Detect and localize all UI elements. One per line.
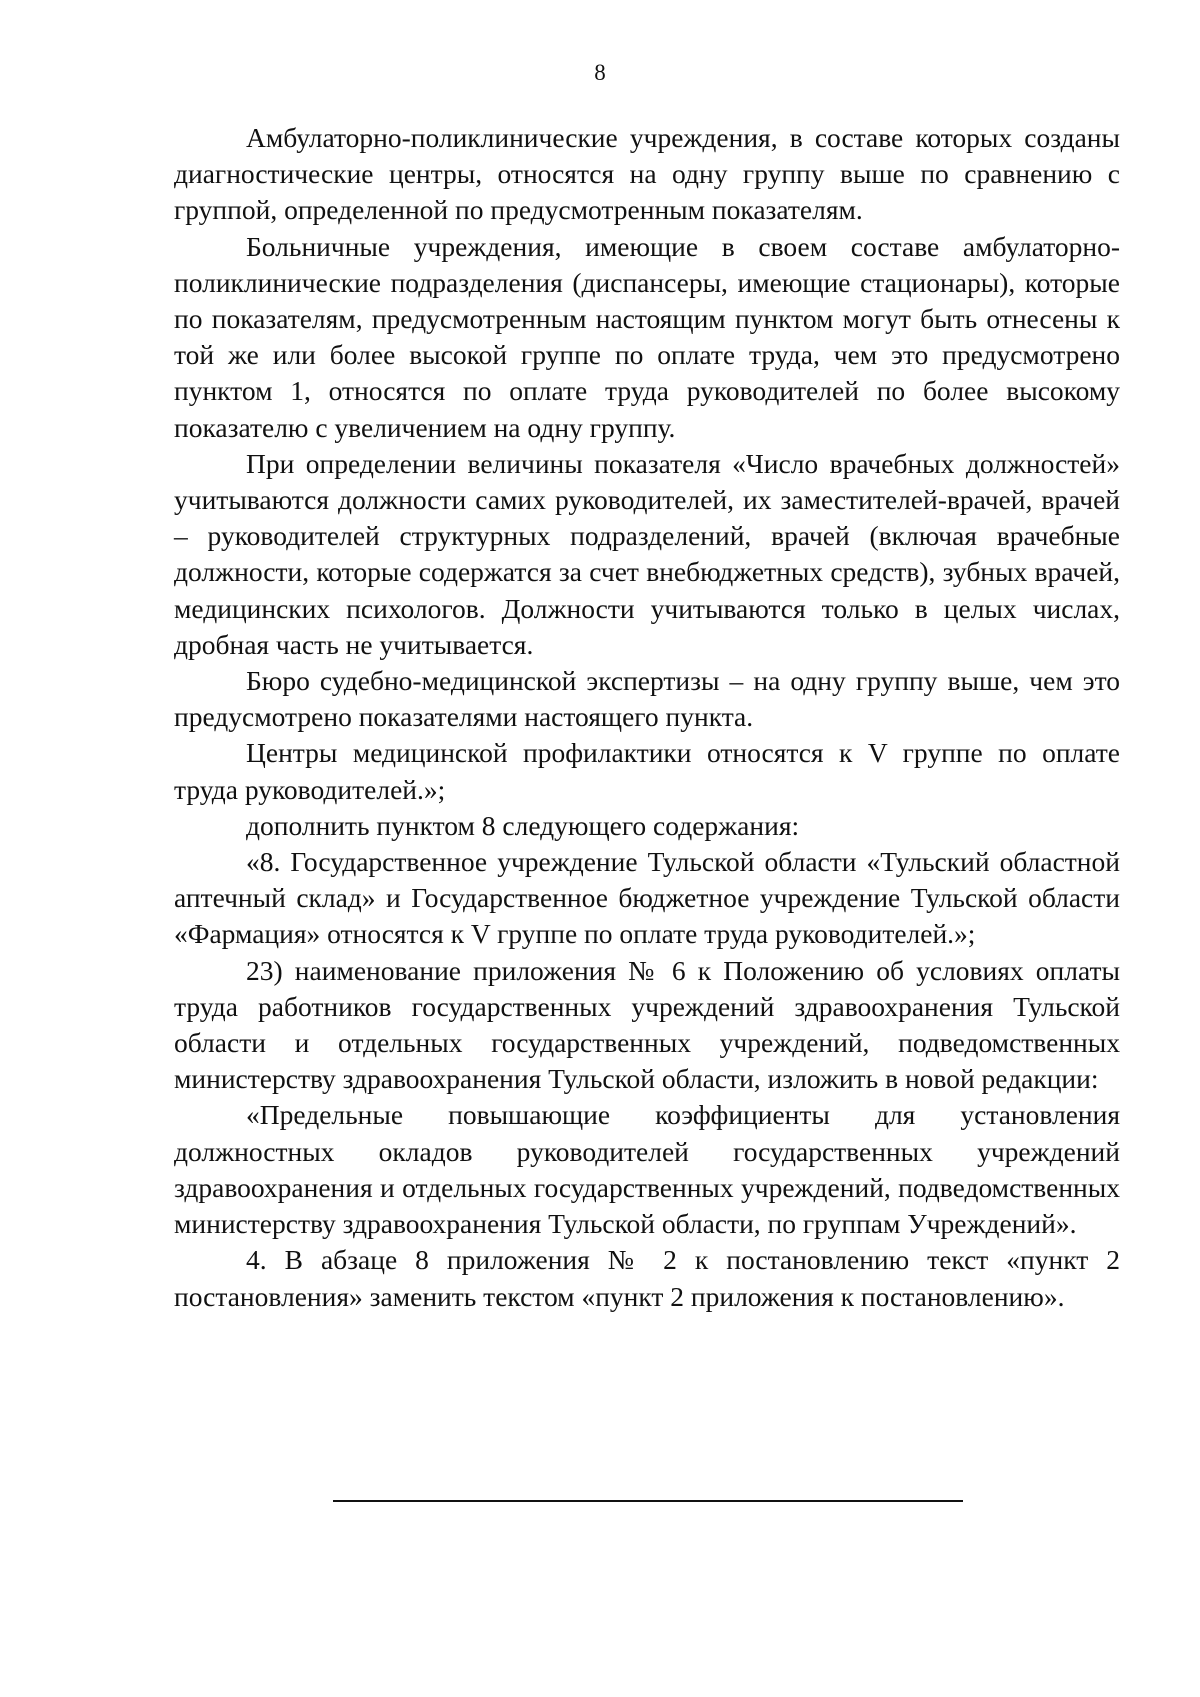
paragraph-forensic-bureau: Бюро судебно-медицинской экспертизы – на одну группу выше, чем это предусмотрено показателями настоящего пункта. [174, 665, 1120, 733]
paragraph-item-23: 23) наименование приложения № 6 к Положению об условиях оплаты труда работников государственных учреждений здравоохранения Тульской области и отдельных государственных учреждений, подведомственных министерству здравоохранения Тульской области, изложить в новой редакции: [174, 954, 1120, 1095]
paragraph-diagnostic-centers: Амбулаторно-поликлинические учреждения, в составе которых созданы диагностические центры, относятся на одну группу выше по сравнению с группой, определенной по предусмотренным показателям. [174, 122, 1120, 226]
closing-rule [333, 1500, 963, 1502]
document-body [174, 120, 1120, 1315]
paragraph-add-item-8: дополнить пунктом 8 следующего содержания: [246, 809, 800, 841]
paragraph-hospital-institutions: Больничные учреждения, имеющие в своем составе амбулаторно-поликлинические подразделения (диспансеры, имеющие стационары), которые по показателям, предусмотренным настоящим пунктом могут быть отнесены к той же или более высокой группе по оплате труда, чем это предусмотрено пунктом 1, относятся по оплате труда руководителей по более высокому показателю с увеличением на одну группу. [174, 230, 1120, 443]
paragraph-physician-positions: При определении величины показателя «Число врачебных должностей» учитываются должности самих руководителей, их заместителей-врачей, врачей – руководителей структурных подразделений, врачей (включая врачебные должности, которые содержатся за счет внебюджетных средств), зубных врачей, медицинских психологов. Должности учитываются только в целых числах, дробная часть не учитывается. [174, 447, 1120, 660]
page-number: 8 [594, 60, 606, 85]
paragraph-coefficients-title: «Предельные повышающие коэффициенты для установления должностных окладов руководителей государственных учреждений здравоохранения и отдельных государственных учреждений, подведомственных министерству здравоохранения Тульской области, по группам Учреждений». [174, 1099, 1120, 1240]
paragraph-item-4: 4. В абзаце 8 приложения № 2 к постановлению текст «пункт 2 постановления» заменить текстом «пункт 2 приложения к постановлению». [174, 1244, 1120, 1312]
paragraph-item-8-text: «8. Государственное учреждение Тульской области «Тульский областной аптечный склад» и Государственное бюджетное учреждение Тульской области «Фармация» относятся к V группе по оплате труда руководителей.»; [174, 846, 1120, 950]
paragraph-prevention-centers: Центры медицинской профилактики относятся к V группе по оплате труда руководителей.»; [174, 737, 1120, 805]
